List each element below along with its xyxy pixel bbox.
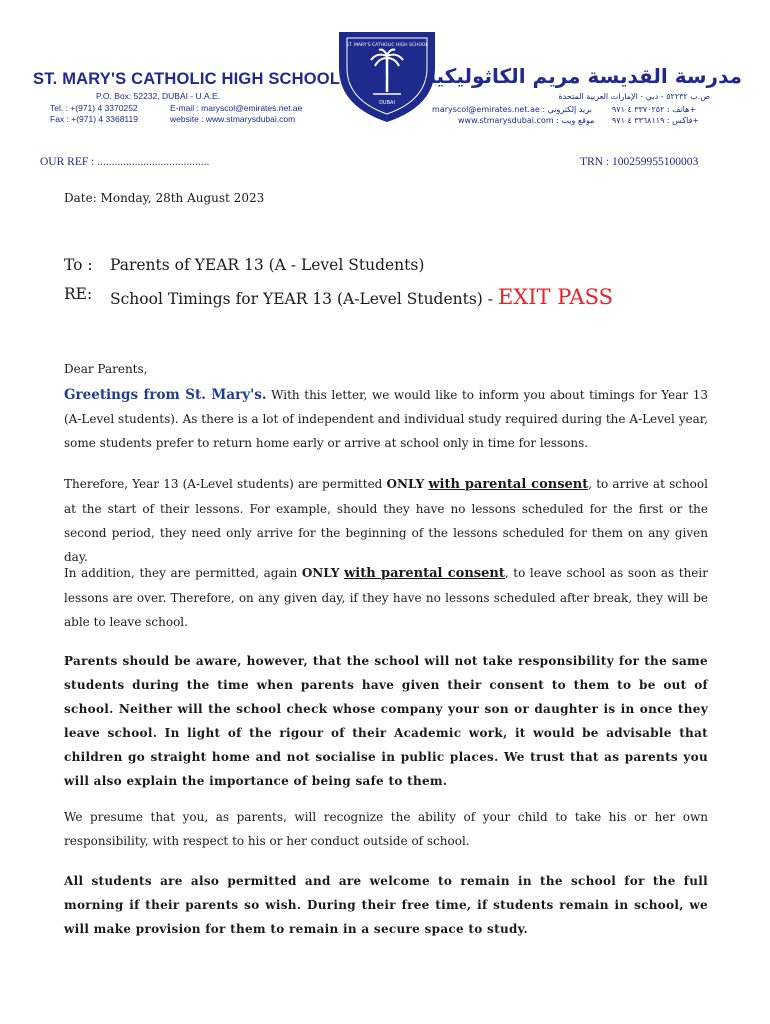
only-emphasis: ONLY xyxy=(301,566,340,580)
school-po-box: P.O. Box: 52232, DUBAI - U.A.E. xyxy=(96,91,221,101)
school-tel: Tel. : +(971) 4 3370252 xyxy=(50,103,138,113)
letter-date: Date: Monday, 28th August 2023 xyxy=(64,191,265,205)
crest-top-text: ST. MARY'S CATHOLIC HIGH SCHOOL xyxy=(346,43,428,48)
salutation: Dear Parents, xyxy=(64,362,148,376)
arabic-website: www.stmarysdubai.com : موقع ويب xyxy=(458,116,595,125)
school-email: E-mail : maryscol@emirates.net.ae xyxy=(170,103,303,113)
arabic-address: ص.ب ٥٢٢٣٢ - دبي - الإمارات العربية المتحدة xyxy=(558,92,710,101)
paragraph-intro-text: With this letter, we would like to inform you about timings for Year 13 (A-Level students). As there is a lot of independent and individual study required during the A-Level year, some students prefer to return home early or arrive at school only in time for lessons. xyxy=(64,388,708,450)
re-label: RE: xyxy=(64,285,93,303)
paragraph-arrival-a: Therefore, Year 13 (A-Level students) are permitted xyxy=(64,477,387,491)
paragraph-remain: All students are also permitted and are welcome to remain in the school for the full morning if their parents so wish. During their free time, if students remain in school, we will make provision for them to remain in a secure space to study. xyxy=(64,874,708,936)
paragraph-arrival xyxy=(64,472,708,569)
parental-consent-emphasis: with parental consent xyxy=(344,566,505,581)
paragraph-intro xyxy=(64,383,708,455)
parental-consent-emphasis: with parental consent xyxy=(428,477,589,492)
re-subject xyxy=(110,285,613,309)
paragraph-leaving xyxy=(64,561,708,634)
to-label: To : xyxy=(64,256,93,274)
school-fax: Fax : +(971) 4 3368119 xyxy=(50,114,138,124)
exit-pass-title: EXIT PASS xyxy=(497,285,613,309)
paragraph-arrival-b: , to arrive at school at the start of their lessons. For example, should they have no lessons scheduled for the first or the second period, they need only arrive for the beginning of the lessons scheduled for them on any given day. xyxy=(64,477,708,564)
to-recipients: Parents of YEAR 13 (A - Level Students) xyxy=(110,256,425,274)
school-name-arabic: مدرسة القديسة مريم الكاثوليكية الثانوية xyxy=(347,64,742,88)
arabic-fax: فاكس : ٣٣٦٨١١٩ ٤ ٩٧١+ xyxy=(612,116,700,125)
school-website: website : www.stmarysdubai.com xyxy=(170,114,296,124)
trn-number: TRN : 100259955100003 xyxy=(580,156,699,168)
our-reference: OUR REF : ....................................... xyxy=(40,156,210,168)
paragraph-responsibility: Parents should be aware, however, that the school will not take responsibility for the same students during the time when parents have given their consent to them to be out of school. Neither will the school check whose company your son or daughter is in once they leave school. In light of the rigour of their Academic work, it would be advisable that children go straight home and not socialise in public places. We trust that as parents you will also explain the importance of being safe to them. xyxy=(64,654,708,788)
arabic-email: maryscol@emirates.net.ae : بريد إلكتروني xyxy=(432,105,592,114)
re-subject-text: School Timings for YEAR 13 (A-Level Students) - xyxy=(110,290,498,308)
paragraph-leaving-b: , to leave school as soon as their lessons are over. Therefore, on any given day, if they have no lessons scheduled after break, they will be able to leave school. xyxy=(64,566,708,629)
school-name: ST. MARY'S CATHOLIC HIGH SCHOOL xyxy=(33,70,341,88)
paragraph-leaving-a: In addition, they are permitted, again xyxy=(64,566,302,580)
arabic-tel: هاتف : ٣٣٧٠٢٥٢ ٤ ٩٧١+ xyxy=(612,105,697,114)
only-emphasis: ONLY xyxy=(386,477,425,491)
paragraph-presume: We presume that you, as parents, will recognize the ability of your child to take his or her own responsibility, with respect to his or her conduct outside of school. xyxy=(64,810,708,848)
crest-bottom-text: DUBAI xyxy=(379,100,395,106)
greeting: Greetings from St. Mary's. xyxy=(64,387,267,403)
